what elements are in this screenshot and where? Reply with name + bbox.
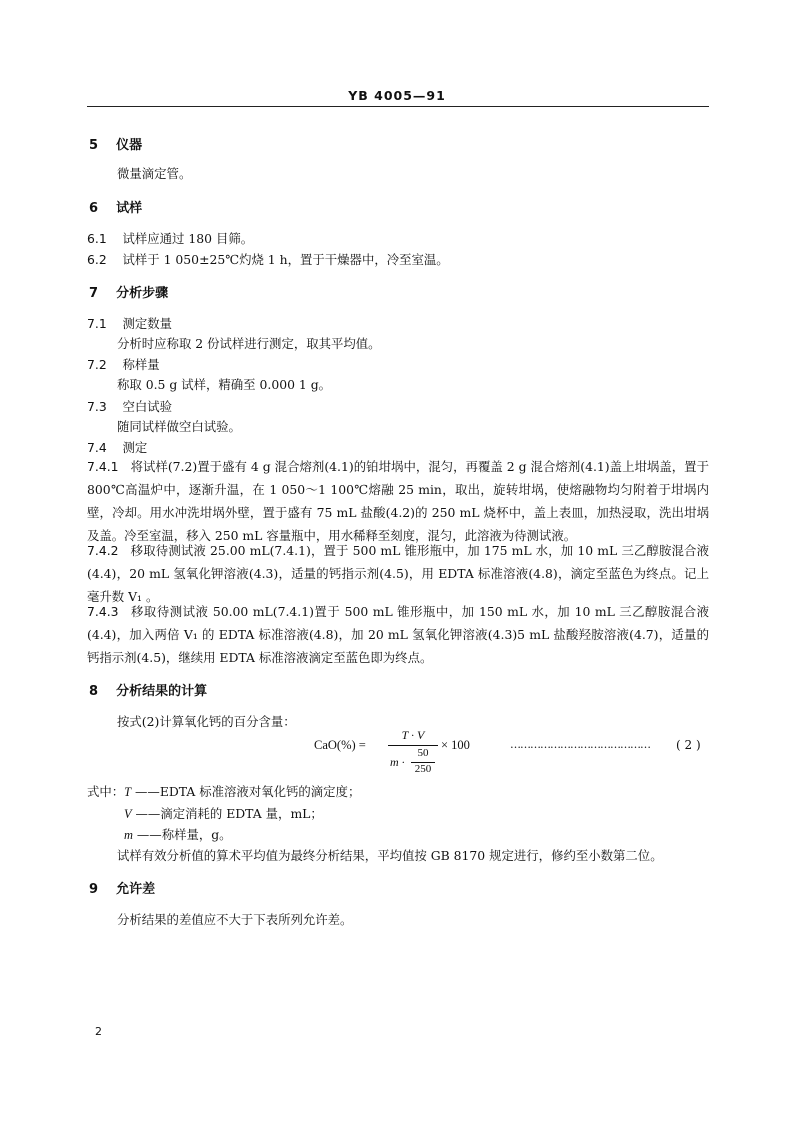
formula-intro: 按式(2)计算氧化钙的百分含量： [117,714,296,729]
section-number: 7 [89,286,99,301]
clause-number: 7.4.3 [87,604,119,619]
clause-title: 测定数量 [122,316,173,331]
clause-number: 7.2 [87,357,107,372]
formula-lhs: CaO(%) = [314,738,366,752]
clause-7-4-2 [87,539,709,608]
symbol-t-description: ——EDTA 标准溶液对氧化钙的滴定度； [135,784,361,799]
formula-equation-number: ( 2 ) [676,738,701,752]
section-9-heading [89,878,155,897]
clause-title: 空白试验 [122,399,173,414]
clause-number: 7.4.2 [87,543,119,558]
definition-v [124,804,323,822]
clause-text: 试样于 1 050±25℃灼烧 1 h，置于干燥器中，冷至室温。 [122,252,449,267]
clause-number: 7.4.1 [87,459,119,474]
symbol-v-description: ——滴定消耗的 EDTA 量，mL； [135,806,323,821]
clause-7-4-1 [87,455,709,547]
symbol-m: m [124,828,133,842]
clause-7-4-title [87,438,147,456]
formula-leader-dots: …………………………………… [510,738,650,751]
symbol-m-description: ——称样量，g。 [136,827,232,842]
section-9-body: 分析结果的差值应不大于下表所列允许差。 [117,912,353,927]
section-number: 5 [89,138,99,153]
clause-number: 7.3 [87,399,107,414]
header-rule [87,106,709,107]
symbol-v: V [124,807,132,821]
section-title: 分析结果的计算 [116,684,208,699]
clause-6-2 [87,250,449,268]
section-5-body: 微量滴定管。 [117,166,192,181]
section-5-heading [89,134,142,153]
clause-7-2-body: 称取 0.5 g 试样，精确至 0.000 1 g。 [117,377,332,392]
clause-7-1-body: 分析时应称取 2 份试样进行测定，取其平均值。 [117,336,381,351]
section-number: 8 [89,684,99,699]
formula-inner-denominator: 250 [414,763,432,775]
clause-text: 移取待测试液 25.00 mL(7.4.1)，置于 500 mL 锥形瓶中，加 175 mL 水，加 10 mL 三乙醇胺混合液(4.4)，20 mL 氢氧化钾溶液(4.3)，适量的钙指示剂(4.5)，用 EDTA 标准溶液(4.8)，滴定至蓝色为终点。记上毫升数 V₁ 。 [87,543,709,604]
clause-7-1-title [87,314,172,332]
formula-inner-numerator: 50 [417,747,429,759]
symbol-t: T [124,785,132,799]
clause-title: 测定 [122,440,148,455]
formula-denominator-prefix: m · [390,755,405,769]
section-7-heading [89,282,168,301]
clause-7-2-title [87,355,160,373]
section-title: 试样 [116,201,143,216]
clause-number: 7.1 [87,316,107,331]
section-8-heading [89,680,207,699]
where-clause [87,782,360,800]
clause-number: 7.4 [87,440,107,455]
page-number: 2 [95,1025,102,1038]
section-number: 9 [89,882,99,897]
clause-number: 6.1 [87,231,107,246]
where-label: 式中： [87,784,125,799]
formula-numerator: T · V [401,728,425,742]
section-6-heading [89,197,142,216]
clause-text: 移取待测试液 50.00 mL(7.4.1)置于 500 mL 锥形瓶中，加 150 mL 水，加 10 mL 三乙醇胺混合液(4.4)，加入两倍 V₁ 的 EDTA 标准溶液(4.8)，加 20 mL 氢氧化钾溶液(4.3)5 mL 盐酸羟胺溶液(4.7)，适量的钙指示剂(4.5)，继续用 EDTA 标准溶液滴定至蓝色即为终点。 [87,604,709,665]
section-title: 允许差 [116,882,156,897]
clause-text: 将试样(7.2)置于盛有 4 g 混合熔剂(4.1)的铂坩埚中，混匀，再覆盖 2 g 混合熔剂(4.1)盖上坩埚盖，置于 800℃高温炉中，逐渐升温，在 1 050～1 100℃熔融 25 min，取出，旋转坩埚，使熔融物均匀附着于坩埚内壁，冷却。用水冲洗坩埚外壁，置于盛有 75 mL 盐酸(4.2)的 250 mL 烧杯中，盖上表皿，加热浸取，洗出坩埚及盖。冷至室温，移入 250 mL 容量瓶中，用水稀释至刻度，混匀，此溶液为待测试液。 [87,459,709,543]
section-8-final: 试样有效分析值的算术平均值为最终分析结果，平均值按 GB 8170 规定进行，修约至小数第二位。 [117,848,663,863]
clause-6-1 [87,229,253,247]
clause-7-3-title [87,397,172,415]
formula-main-fraction-line [388,745,438,746]
document-code: YB 4005—91 [348,88,446,103]
clause-number: 6.2 [87,252,107,267]
clause-7-3-body: 随同试样做空白试验。 [117,419,241,434]
section-number: 6 [89,201,99,216]
clause-title: 称样量 [122,357,160,372]
definition-m [124,825,232,843]
section-title: 分析步骤 [116,286,169,301]
formula-multiplier: × 100 [441,738,470,752]
section-title: 仪器 [116,138,143,153]
clause-text: 试样应通过 180 目筛。 [122,231,254,246]
clause-7-4-3 [87,600,709,669]
